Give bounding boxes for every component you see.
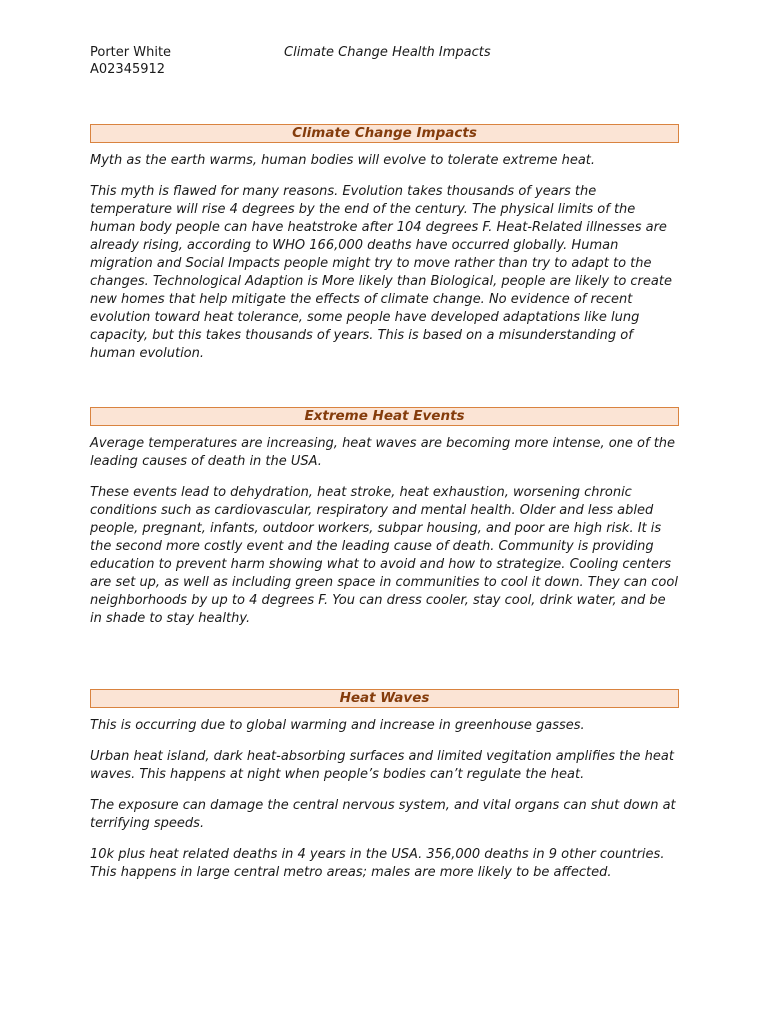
paragraph: This is occurring due to global warming and increase in greenhouse gasses. <box>90 718 585 733</box>
paragraph: 10k plus heat related deaths in 4 years in the USA. 356,000 deaths in 9 other countries. This happens in large central metro areas; males are more likely to be affected. <box>90 847 665 880</box>
section-heading: Climate Change Impacts <box>90 124 679 143</box>
section-heading: Extreme Heat Events <box>90 407 679 426</box>
paragraph: Myth as the earth warms, human bodies will evolve to tolerate extreme heat. <box>90 153 596 168</box>
paragraph: These events lead to dehydration, heat stroke, heat exhaustion, worsening chronic conditions such as cardiovascular, respiratory and mental health. Older and less abled people, pregnant, infants, outdoor workers, subpar housing, and poor are high risk. It is the second more costly event and the leading cause of death. Community is providing education to prevent harm showing what to avoid and how to strategize. Cooling centers are set up, as well as including green space in communities to cool it down. They can cool neighborhoods by up to 4 degrees F. You can dress cooler, stay cool, drink water, and be in shade to stay healthy. <box>90 485 678 626</box>
author-name: Porter White <box>90 45 172 60</box>
section-extreme-heat-events <box>90 407 679 641</box>
paragraph: Average temperatures are increasing, heat waves are becoming more intense, one of the leading causes of death in the USA. <box>90 436 676 469</box>
paragraph: Urban heat island, dark heat-absorbing surfaces and limited vegitation amplifies the heat waves. This happens at night when people’s bodies can’t regulate the heat. <box>90 749 674 782</box>
section-heat-waves <box>90 689 679 895</box>
paragraph: This myth is flawed for many reasons. Evolution takes thousands of years the temperature will rise 4 degrees by the end of the century. The physical limits of the human body people can have heatstroke after 104 degrees F. Heat-Related illnesses are already rising, according to WHO 166,000 deaths have occurred globally. Human migration and Social Impacts people might try to move rather than try to adapt to the changes. Technological Adaption is More likely than Biological, people are likely to create new homes that help mitigate the effects of climate change. No evidence of recent evolution toward heat tolerance, some people have developed adaptations like lung capacity, but this takes thousands of years. This is based on a misunderstanding of human evolution. <box>90 184 672 361</box>
section-climate-change-impacts <box>90 124 679 376</box>
section-heading: Heat Waves <box>90 689 679 708</box>
paragraph: The exposure can damage the central nervous system, and vital organs can shut down at terrifying speeds. <box>90 798 676 831</box>
student-id: A02345912 <box>90 62 166 77</box>
document-title: Climate Change Health Impacts <box>284 45 491 60</box>
